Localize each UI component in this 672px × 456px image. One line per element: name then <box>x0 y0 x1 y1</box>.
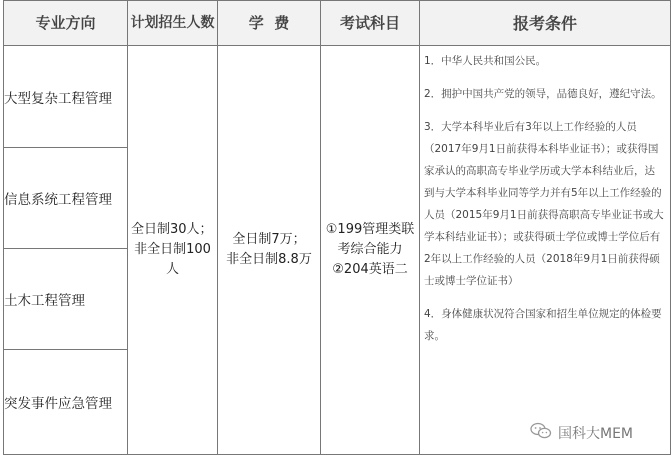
direction-item: 信息系统工程管理 <box>4 192 112 208</box>
condition-item: 2．拥护中国共产党的领导，品德良好，遵纪守法。 <box>424 88 662 100</box>
exam-cell <box>321 46 419 454</box>
watermark-text: 国科大MEM <box>558 426 634 442</box>
header-exam: 考试科目 <box>321 1 419 45</box>
conditions-cell <box>424 50 664 358</box>
tuition-full-time: 全日制7万； <box>232 232 306 247</box>
enrollment-full-time: 全日制30人； <box>131 222 213 237</box>
col-line-5 <box>670 0 671 455</box>
header-tuition: 学 费 <box>218 1 320 45</box>
direction-item: 土木工程管理 <box>4 293 85 309</box>
table-border-bottom <box>3 454 671 455</box>
enrollment-part-time: 非全日制100人 <box>134 242 211 277</box>
enrollment-cell <box>128 46 217 454</box>
exam-line-2: 考综合能力 <box>337 242 403 257</box>
condition-item: 3．大学本科毕业后有3年以上工作经验的人员（2017年9月1日前获得本科毕业证书）；或获得国家承认的高职高专毕业学历或大学本科结业后，达到与大学本科毕业同等学力并有5年以上工作经验的人员（2015年9月1日前获得高职高专毕业证书或大学本科结业证书）；或获得硕士学位或博士学位后有2年以上工作经验的人员（2018年9月1日前获得硕士或博士学位证书） <box>424 121 664 287</box>
tuition-part-time: 非全日制8.8万 <box>226 252 312 267</box>
header-conditions: 报考条件 <box>420 1 670 45</box>
condition-item: 1．中华人民共和国公民。 <box>424 55 547 67</box>
header-enrollment: 计划招生人数 <box>128 1 217 45</box>
header-direction: 专业方向 <box>4 1 127 45</box>
direction-item: 大型复杂工程管理 <box>4 90 112 107</box>
table-border-top <box>3 0 671 1</box>
watermark <box>530 420 668 446</box>
direction-item: 突发事件应急管理 <box>4 396 112 412</box>
col-line-4 <box>419 0 420 455</box>
tuition-cell <box>218 46 320 454</box>
condition-item: 4．身体健康状况符合国家和招生单位规定的体检要求。 <box>424 308 662 342</box>
wechat-icon <box>530 422 552 444</box>
exam-line-1: ①199管理类联 <box>325 222 415 237</box>
exam-line-3: ②204英语二 <box>332 262 408 277</box>
